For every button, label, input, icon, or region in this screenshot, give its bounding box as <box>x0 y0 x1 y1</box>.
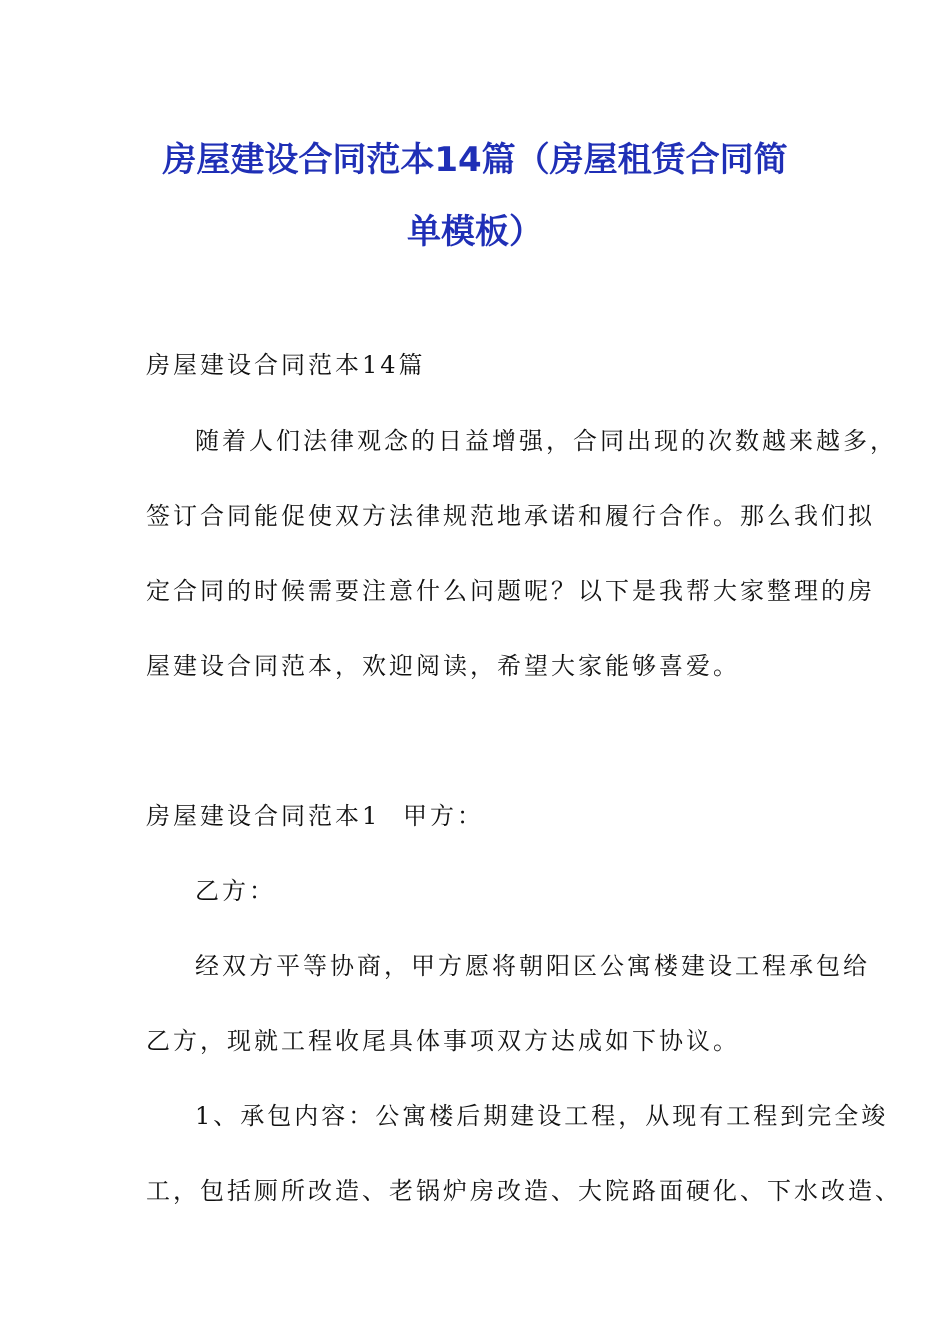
intro-line-4: 屋建设合同范本，欢迎阅读，希望大家能够喜爱。 <box>146 652 740 680</box>
intro-line-2: 签订合同能促使双方法律规范地承诺和履行合作。那么我们拟 <box>146 502 875 530</box>
section-heading: 房屋建设合同范本1 <box>146 802 381 830</box>
clause-1-line-2: 工，包括厕所改造、老锅炉房改造、大院路面硬化、下水改造、 <box>146 1177 902 1205</box>
party-b-label: 乙方： <box>195 877 276 905</box>
document-subtitle: 房屋建设合同范本14篇 <box>146 351 426 379</box>
document-title-line-2: 单模板） <box>407 212 543 252</box>
intro-line-1: 随着人们法律观念的日益增强，合同出现的次数越来越多， <box>195 427 897 455</box>
paragraph-1-line-2: 乙方，现就工程收尾具体事项双方达成如下协议。 <box>146 1027 740 1055</box>
document-title-line-1: 房屋建设合同范本14篇（房屋租赁合同简 <box>162 140 788 180</box>
clause-1-line-1: 1、承包内容：公寓楼后期建设工程，从现有工程到完全竣 <box>195 1102 889 1130</box>
party-a-label: 甲方： <box>403 802 484 830</box>
intro-line-3: 定合同的时候需要注意什么问题呢？以下是我帮大家整理的房 <box>146 577 875 605</box>
paragraph-1-line-1: 经双方平等协商，甲方愿将朝阳区公寓楼建设工程承包给 <box>195 952 870 980</box>
